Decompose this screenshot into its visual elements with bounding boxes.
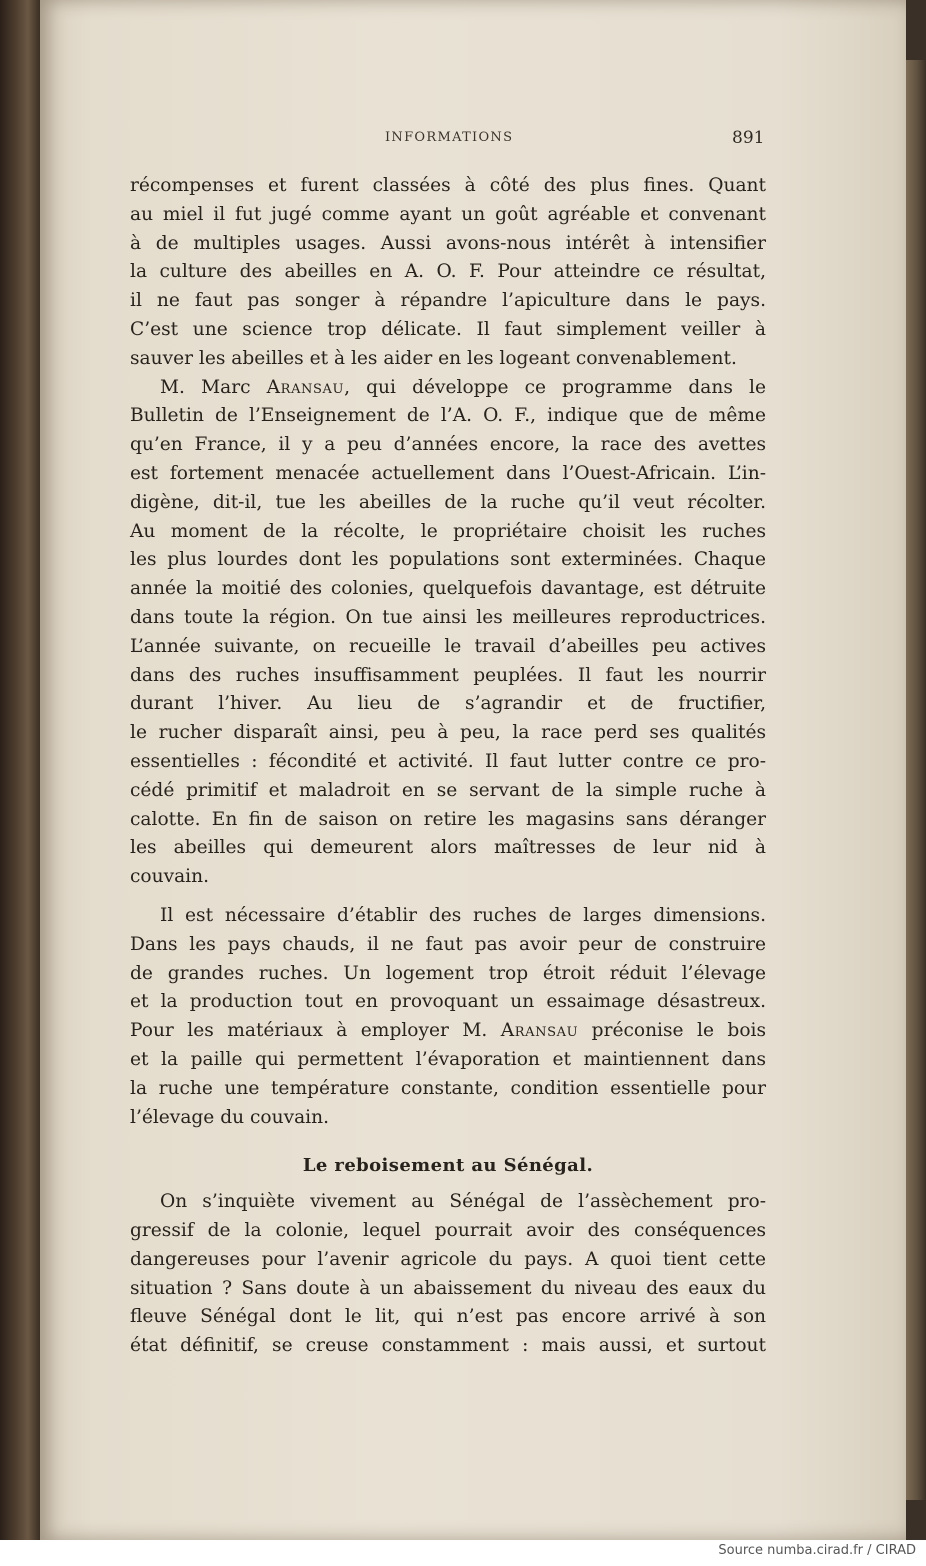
running-head [40,130,906,154]
text-line: de grandes ruches. Un logement trop étroit réduit l’élevage [130,962,766,984]
text-line: cédé primitif et maladroit en se servant de la simple ruche à [130,779,766,801]
text-line: gressif de la colonie, lequel pourrait avoir des conséquences [130,1220,766,1242]
text-line: les plus lourdes dont les populations sont exterminées. Chaque [130,549,766,571]
text-line: il ne faut pas songer à répandre l’apiculture dans le pays. [130,290,766,312]
text-fragment: préconise le bois [591,1020,766,1042]
running-title: INFORMATIONS [385,130,514,145]
text-line: Au moment de la récolte, le propriétaire choisit les ruches [130,520,766,542]
paragraph-reforestation [130,1188,766,1361]
text-line: au miel il fut jugé comme ayant un goût agréable et convenant [130,203,766,225]
text-line: qu’en France, il y a peu d’années encore, la race des avettes [130,434,766,456]
book-page [40,0,906,1540]
text-line: situation ? Sans doute à un abaissement du niveau des eaux du [130,1277,766,1299]
text-line: On s’inquiète vivement au Sénégal de l’assèchement pro- [160,1191,766,1213]
page-stack-edge [906,60,926,1500]
source-credit: Source numba.cirad.fr / CIRAD [718,1543,916,1558]
text-line: durant l’hiver. Au lieu de s’agrandir et de fructifier, [130,693,766,715]
paragraph-gap [130,892,766,902]
book-spine-edge [0,0,40,1540]
text-line: récompenses et furent classées à côté des plus fines. Quant [130,175,766,196]
text-line: L’année suivante, on recueille le travail d’abeilles peu actives [130,635,766,657]
text-line: état définitif, se creuse constamment : mais aussi, et surtout [130,1335,766,1357]
page-number: 891 [732,128,765,148]
text-line [130,374,766,403]
text-line: calotte. En fin de saison on retire les magasins sans déranger [130,808,766,830]
text-line: C’est une science trop délicate. Il faut simplement veiller à [130,318,766,340]
text-fragment: M. Marc [160,376,251,398]
text-fragment: , qui développe ce programme dans le [344,376,766,398]
text-line: essentielles : fécondité et activité. Il faut lutter contre ce pro- [130,750,766,772]
text-line [130,1017,766,1046]
text-line: digène, dit-il, tue les abeilles de la ruche qu’il veut récolter. [130,491,766,513]
text-line: couvain. [130,866,210,888]
paragraph-large-hives [130,902,766,1132]
section-heading: Le reboisement au Sénégal. [302,1155,594,1177]
text-line: année la moitié des colonies, quelquefois davantage, est détruite [130,578,766,600]
text-line: Dans les pays chauds, il ne faut pas avoir peur de construire [130,933,766,955]
text-line: dans des ruches insuffisamment peuplées. Il faut les nourrir [130,664,766,686]
paragraph-apiculture-intro [130,172,766,374]
text-line: et la paille qui permettent l’évaporation et maintiennent dans [130,1048,766,1070]
text-line: la culture des abeilles en A. O. F. Pour atteindre ce résultat, [130,261,766,283]
page-body [130,172,766,1361]
text-line: Il est nécessaire d’établir des ruches de larges dimensions. [160,904,766,926]
text-line: l’élevage du couvain. [130,1106,330,1128]
source-credit-bar [0,1540,926,1566]
text-line: est fortement menacée actuellement dans l’Ouest-Africain. L’in- [130,462,766,484]
text-line: dangereuses pour l’avenir agricole du pays. A quoi tient cette [130,1248,766,1270]
text-line: sauver les abeilles et à les aider en les logeant convenablement. [130,347,737,369]
author-name: Aransau [500,1020,579,1042]
text-line: à de multiples usages. Aussi avons-nous intérêt à intensifier [130,232,766,254]
text-line: Bulletin de l’Enseignement de l’A. O. F., indique que de même [130,405,766,427]
text-line: et la production tout en provoquant un essaimage désastreux. [130,991,766,1013]
text-line: les abeilles qui demeurent alors maîtresses de leur nid à [130,837,766,859]
text-line: la ruche une température constante, condition essentielle pour [130,1077,766,1099]
text-line: le rucher disparaît ainsi, peu à peu, la race perd ses qualités [130,722,766,744]
text-fragment: Pour les matériaux à employer M. [130,1020,488,1042]
author-name: Aransau [266,376,345,398]
text-line: fleuve Sénégal dont le lit, qui n’est pas encore arrivé à son [130,1306,766,1328]
text-line: dans toute la région. On tue ainsi les meilleures reproductrices. [130,606,766,628]
paragraph-aransau-program [130,374,766,892]
